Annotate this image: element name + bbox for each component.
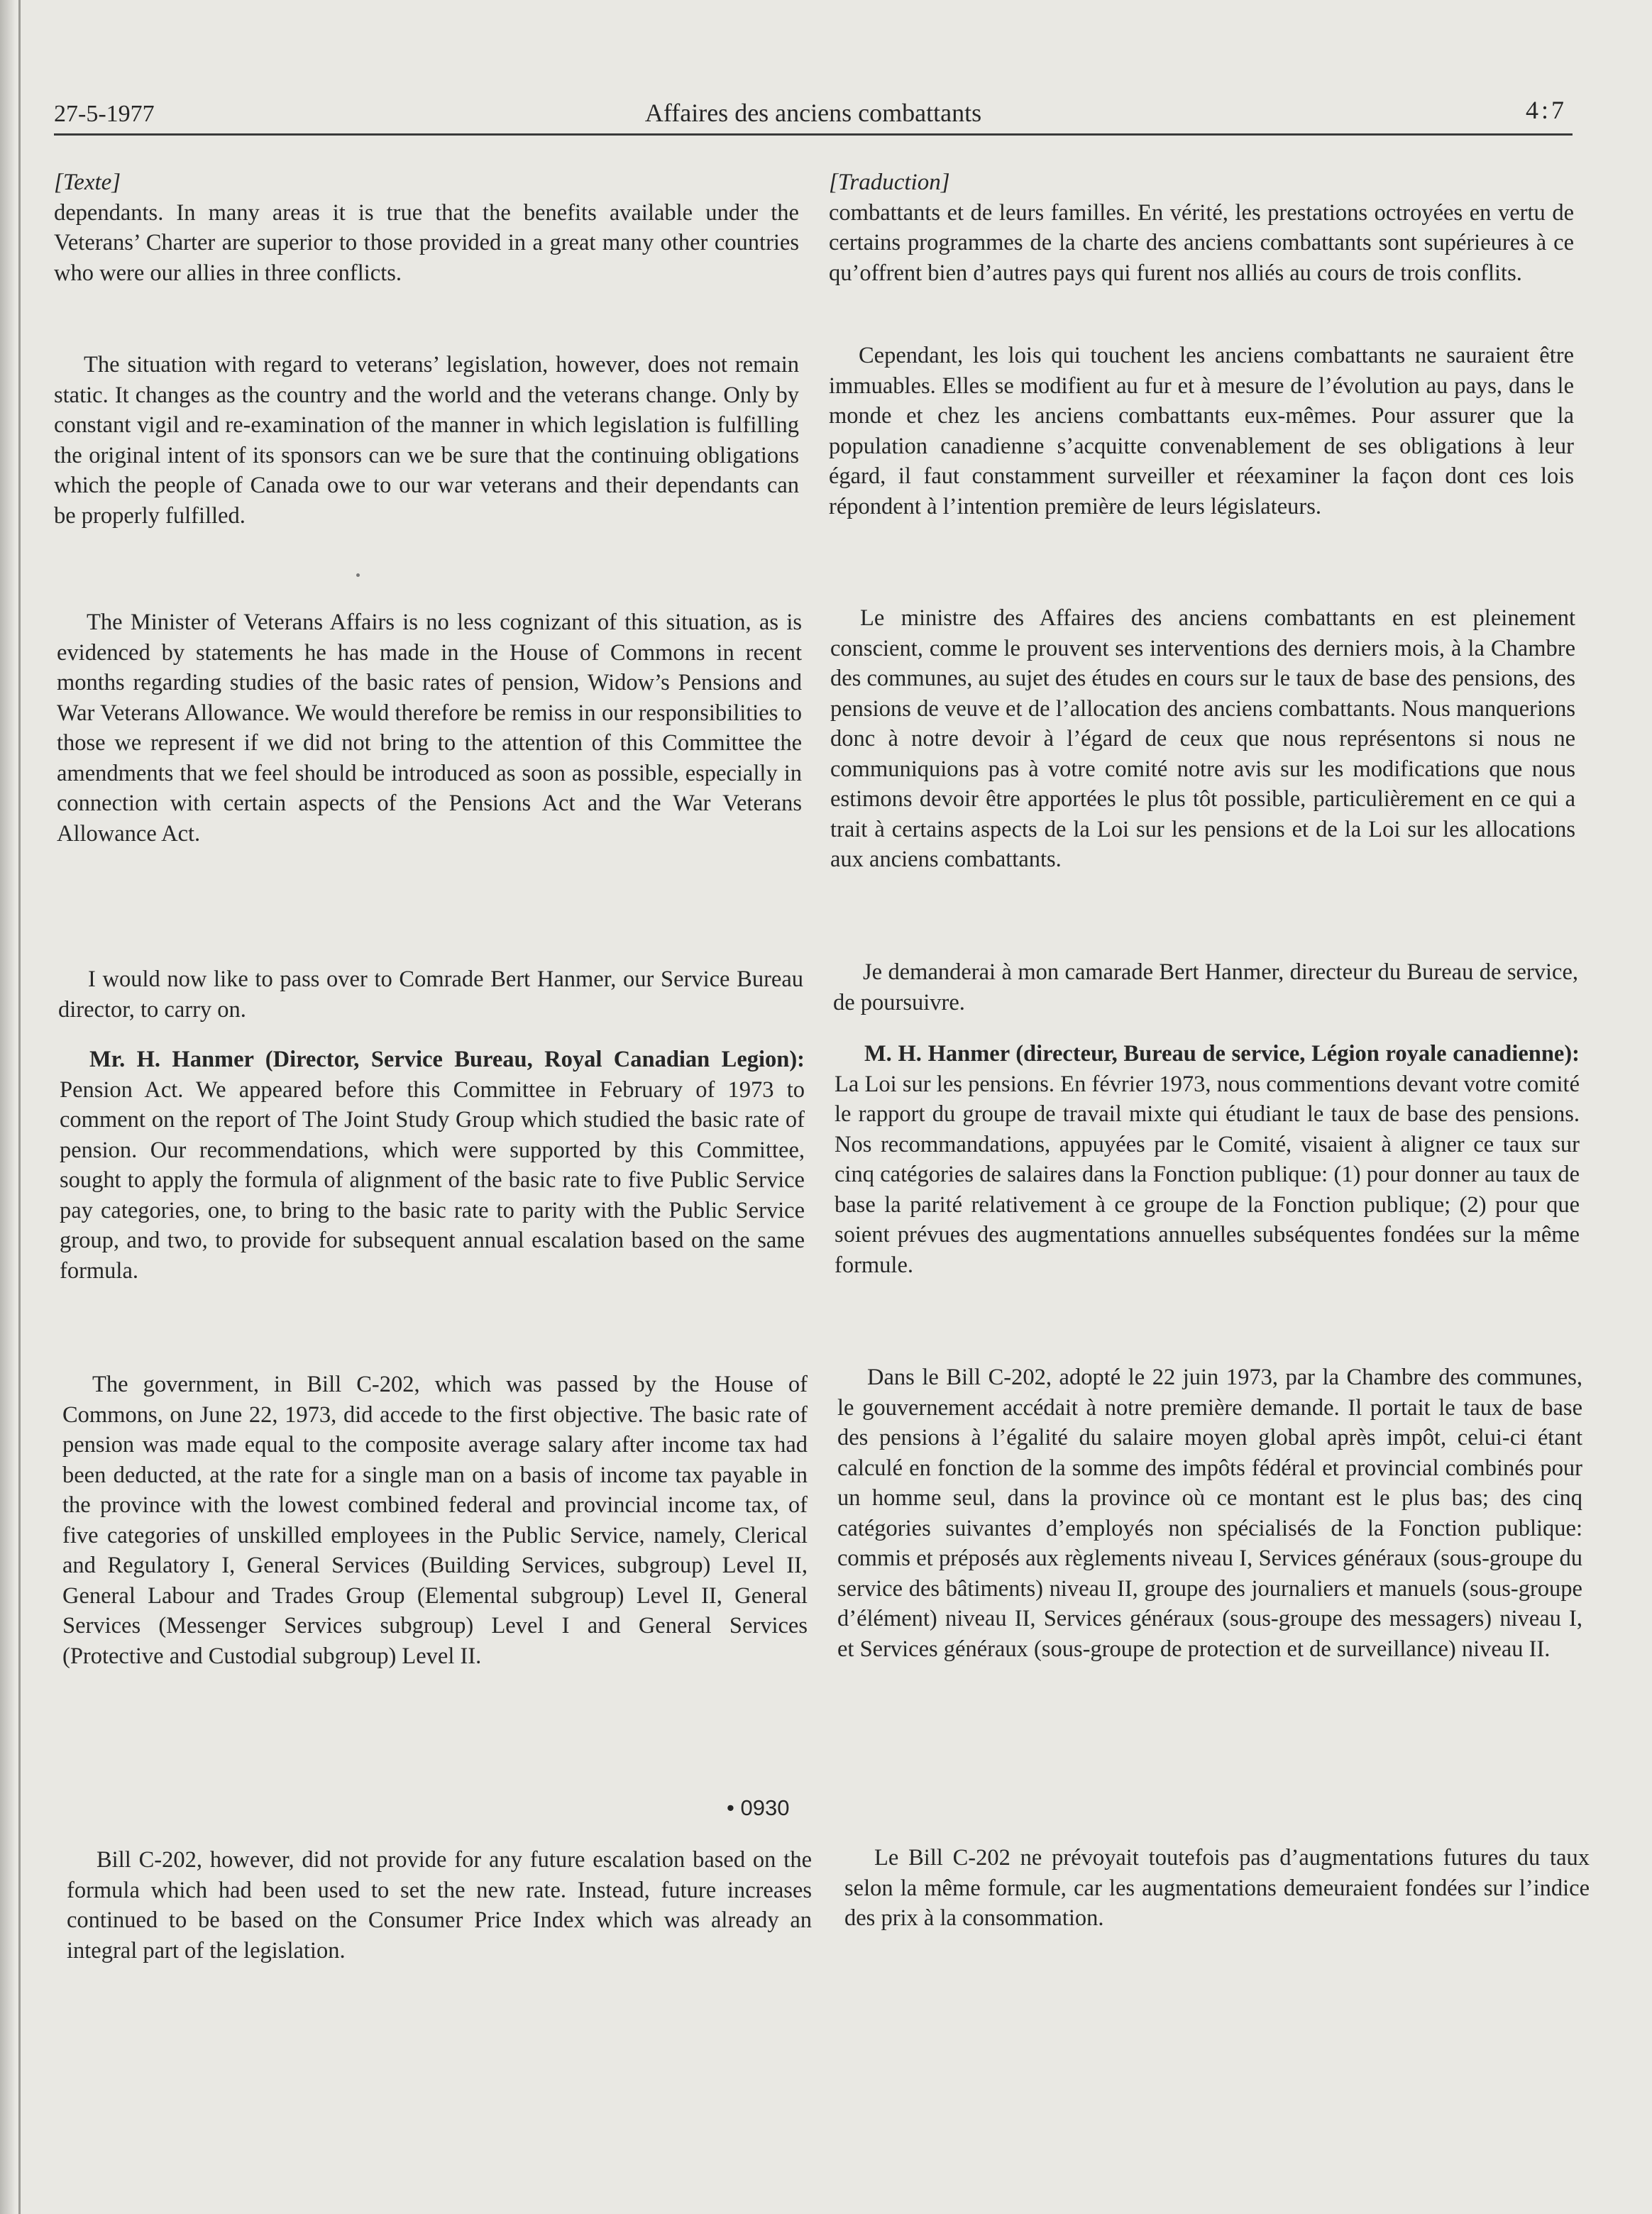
left-column [54,167,799,288]
right-column [829,167,1574,288]
right-paragraph-2: Cependant, les lois qui touchent les anciens combattants ne sauraient être immuables. Elles se modifient au fur et à mesure de l’évolution au pays, dans le monde et chez les anciens combattants eux-mêmes. Pour assurer que la population canadienne s’acquitte convenablement de ses obligations à leur égard, il faut constamment surveiller et réexaminer la façon dont ces lois répondent à l’intention première de leurs législateurs. [829,343,1574,519]
left-column-block-2 [54,350,799,531]
header-date: 27-5-1977 [54,101,155,127]
right-column-label: [Traduction] [829,170,950,195]
left-paragraph-7: Bill C-202, however, did not provide for any future escalation based on the formula which had been used to set the new rate. Instead, future increases continued to be based on the Consumer Price Index which was already an integral part of the legislation. [67,1847,812,1964]
left-column-label: [Texte] [54,170,121,195]
header-page-number: 4:7 [1525,96,1567,124]
left-column-block-5 [60,1045,805,1286]
page-binding-line [18,0,21,2214]
left-paragraph-2: The situation with regard to veterans’ legislation, however, does not remain static. It changes as the country and the world and the veterans change. Only by constant vigil and re-examination of the manner in which legislation is fulfilling the original intent of its sponsors can we be sure that the continuing obligations which the people of Canada owe to our war veterans and their dependants can be properly fulfilled. [54,352,799,529]
right-speaker-text: La Loi sur les pensions. En février 1973, nous commentions devant votre comité le rapport du groupe de travail mixte qui étudiant le taux de base des pensions. Nos recommandations, appuyées par le Comité, visaient à aligner ce taux sur cinq catégories de salaires dans la Fonction publique: (1) pour donner au taux de base la parité relativement à ce groupe de la Fonction publique; (2) pour que soient prévues des augmentations annuelles subséquentes fondées sur la même formule. [835,1071,1580,1278]
right-paragraph-4: Je demanderai à mon camarade Bert Hanmer, directeur du Bureau de service, de poursuivre. [833,959,1578,1015]
left-paragraph-4: I would now like to pass over to Comrade Bert Hanmer, our Service Bureau director, to carry on. [58,966,803,1023]
left-paragraph-1: dependants. In many areas it is true that the benefits available under the Veterans’ Charter are superior to those provided in a great many other countries who were our allies in three conflicts. [54,199,799,286]
right-column-block-4 [833,957,1578,1018]
left-paragraph-6: The government, in Bill C-202, which was passed by the House of Commons, on June 22, 1973, did accede to the first objective. The basic rate of pension was made equal to the composite average salary after income tax had been deducted, at the rate for a single man on a basis of income tax payable in the province with the lowest combined federal and provincial income tax, of five categories of unskilled employees in the Public Service, namely, Clerical and Regulatory I, General Services (Building Services, subgroup) Level II, General Labour and Trades Group (Elemental subgroup) Level II, General Services (Messenger Services subgroup) Level I and General Services (Protective and Custodial subgroup) Level II. [62,1372,808,1669]
left-column-block-4 [58,964,803,1025]
page-binding-edge [0,0,16,2214]
right-column-block-2 [829,341,1574,522]
left-speaker-name: Mr. H. Hanmer (Director, Service Bureau, Royal Canadian Legion): [89,1047,805,1072]
left-speaker-text: Pension Act. We appeared before this Committee in February of 1973 to comment on the report of The Joint Study Group which studied the basic rate of pension. Our recommendations, which were supported by this Committee, sought to apply the formula of alignment of the basic rate to five Public Service pay categories, one, to bring to the basic rate to parity with the Public Service group, and two, to provide for subsequent annual escalation based on the same formula. [60,1076,805,1284]
right-column-block-3 [830,603,1575,875]
left-paragraph-5 [60,1045,805,1286]
right-paragraph-1: combattants et de leurs familles. En vérité, les prestations octroyées en vertu de certains programmes de la charte des anciens combattants sont supérieures à ce qu’offrent bien d’autres pays qui furent nos alliés au cours de trois conflits. [829,199,1574,286]
right-speaker-name: M. H. Hanmer (directeur, Bureau de service, Légion royale canadienne): [864,1041,1580,1067]
left-paragraph-3: The Minister of Veterans Affairs is no less cognizant of this situation, as is evidenced by statements he has made in the House of Commons in recent months regarding studies of the basic rates of pension, Widow’s Pensions and War Veterans Allowance. We would therefore be remiss in our responsibilities to those we represent if we did not bring to the attention of this Committee the amendments that we feel should be introduced as soon as possible, especially in connection with certain aspects of the Pensions Act and the War Veterans Allowance Act. [57,610,802,847]
right-column-block-6 [837,1362,1582,1664]
left-column-block-7 [67,1845,812,1966]
stray-dot [356,573,360,577]
right-paragraph-5 [835,1039,1580,1280]
right-paragraph-3: Le ministre des Affaires des anciens combattants en est pleinement conscient, comme le prouvent ses interventions des derniers mois, à la Chambre des communes, au sujet des études en cours sur le taux de base des pensions, des pensions de veuve et de l’allocation des anciens combattants. Nous manquerions donc à notre devoir à l’égard de ceux que nous représentons si nous ne communiquions pas à votre comité notre avis sur les modifications que nous estimons devoir être apportées le plus tôt possible, particulièrement en ce qui a trait à certains aspects de la Loi sur les pensions et de la Loi sur les allocations aux anciens combattants. [830,605,1575,872]
right-paragraph-6: Dans le Bill C-202, adopté le 22 juin 1973, par la Chambre des communes, le gouvernement accédait à notre première demande. Il portait le taux de base des pensions à l’égalité du salaire moyen global après impôt, celui-ci étant calculé en fonction de la somme des impôts fédéral et provincial combinés pour un homme seul, dans la province où ce montant est le plus bas; des cinq catégories suivantes d’employés non spécialisés de la Fonction publique: commis et préposés aux règlements niveau I, Services généraux (sous-groupe du service des bâtiments) niveau II, groupe des journaliers et manuels (sous-groupe d’élément) niveau II, Services généraux (sous-groupe des messagers) niveau I, et Services généraux (sous-groupe de protection et de surveillance) niveau II. [837,1365,1582,1662]
right-paragraph-7: Le Bill C-202 ne prévoyait toutefois pas d’augmentations futures du taux selon la même formule, car les augmentations demeuraient fondées sur l’indice des prix à la consommation. [844,1845,1590,1931]
left-column-block-6 [62,1370,808,1671]
page-header [54,84,1573,136]
left-column-block-3 [57,607,802,849]
right-column-block-7 [844,1843,1590,1934]
time-marker: • 0930 [727,1795,790,1820]
header-title: Affaires des anciens combattants [644,99,982,127]
right-column-block-5 [835,1039,1580,1280]
